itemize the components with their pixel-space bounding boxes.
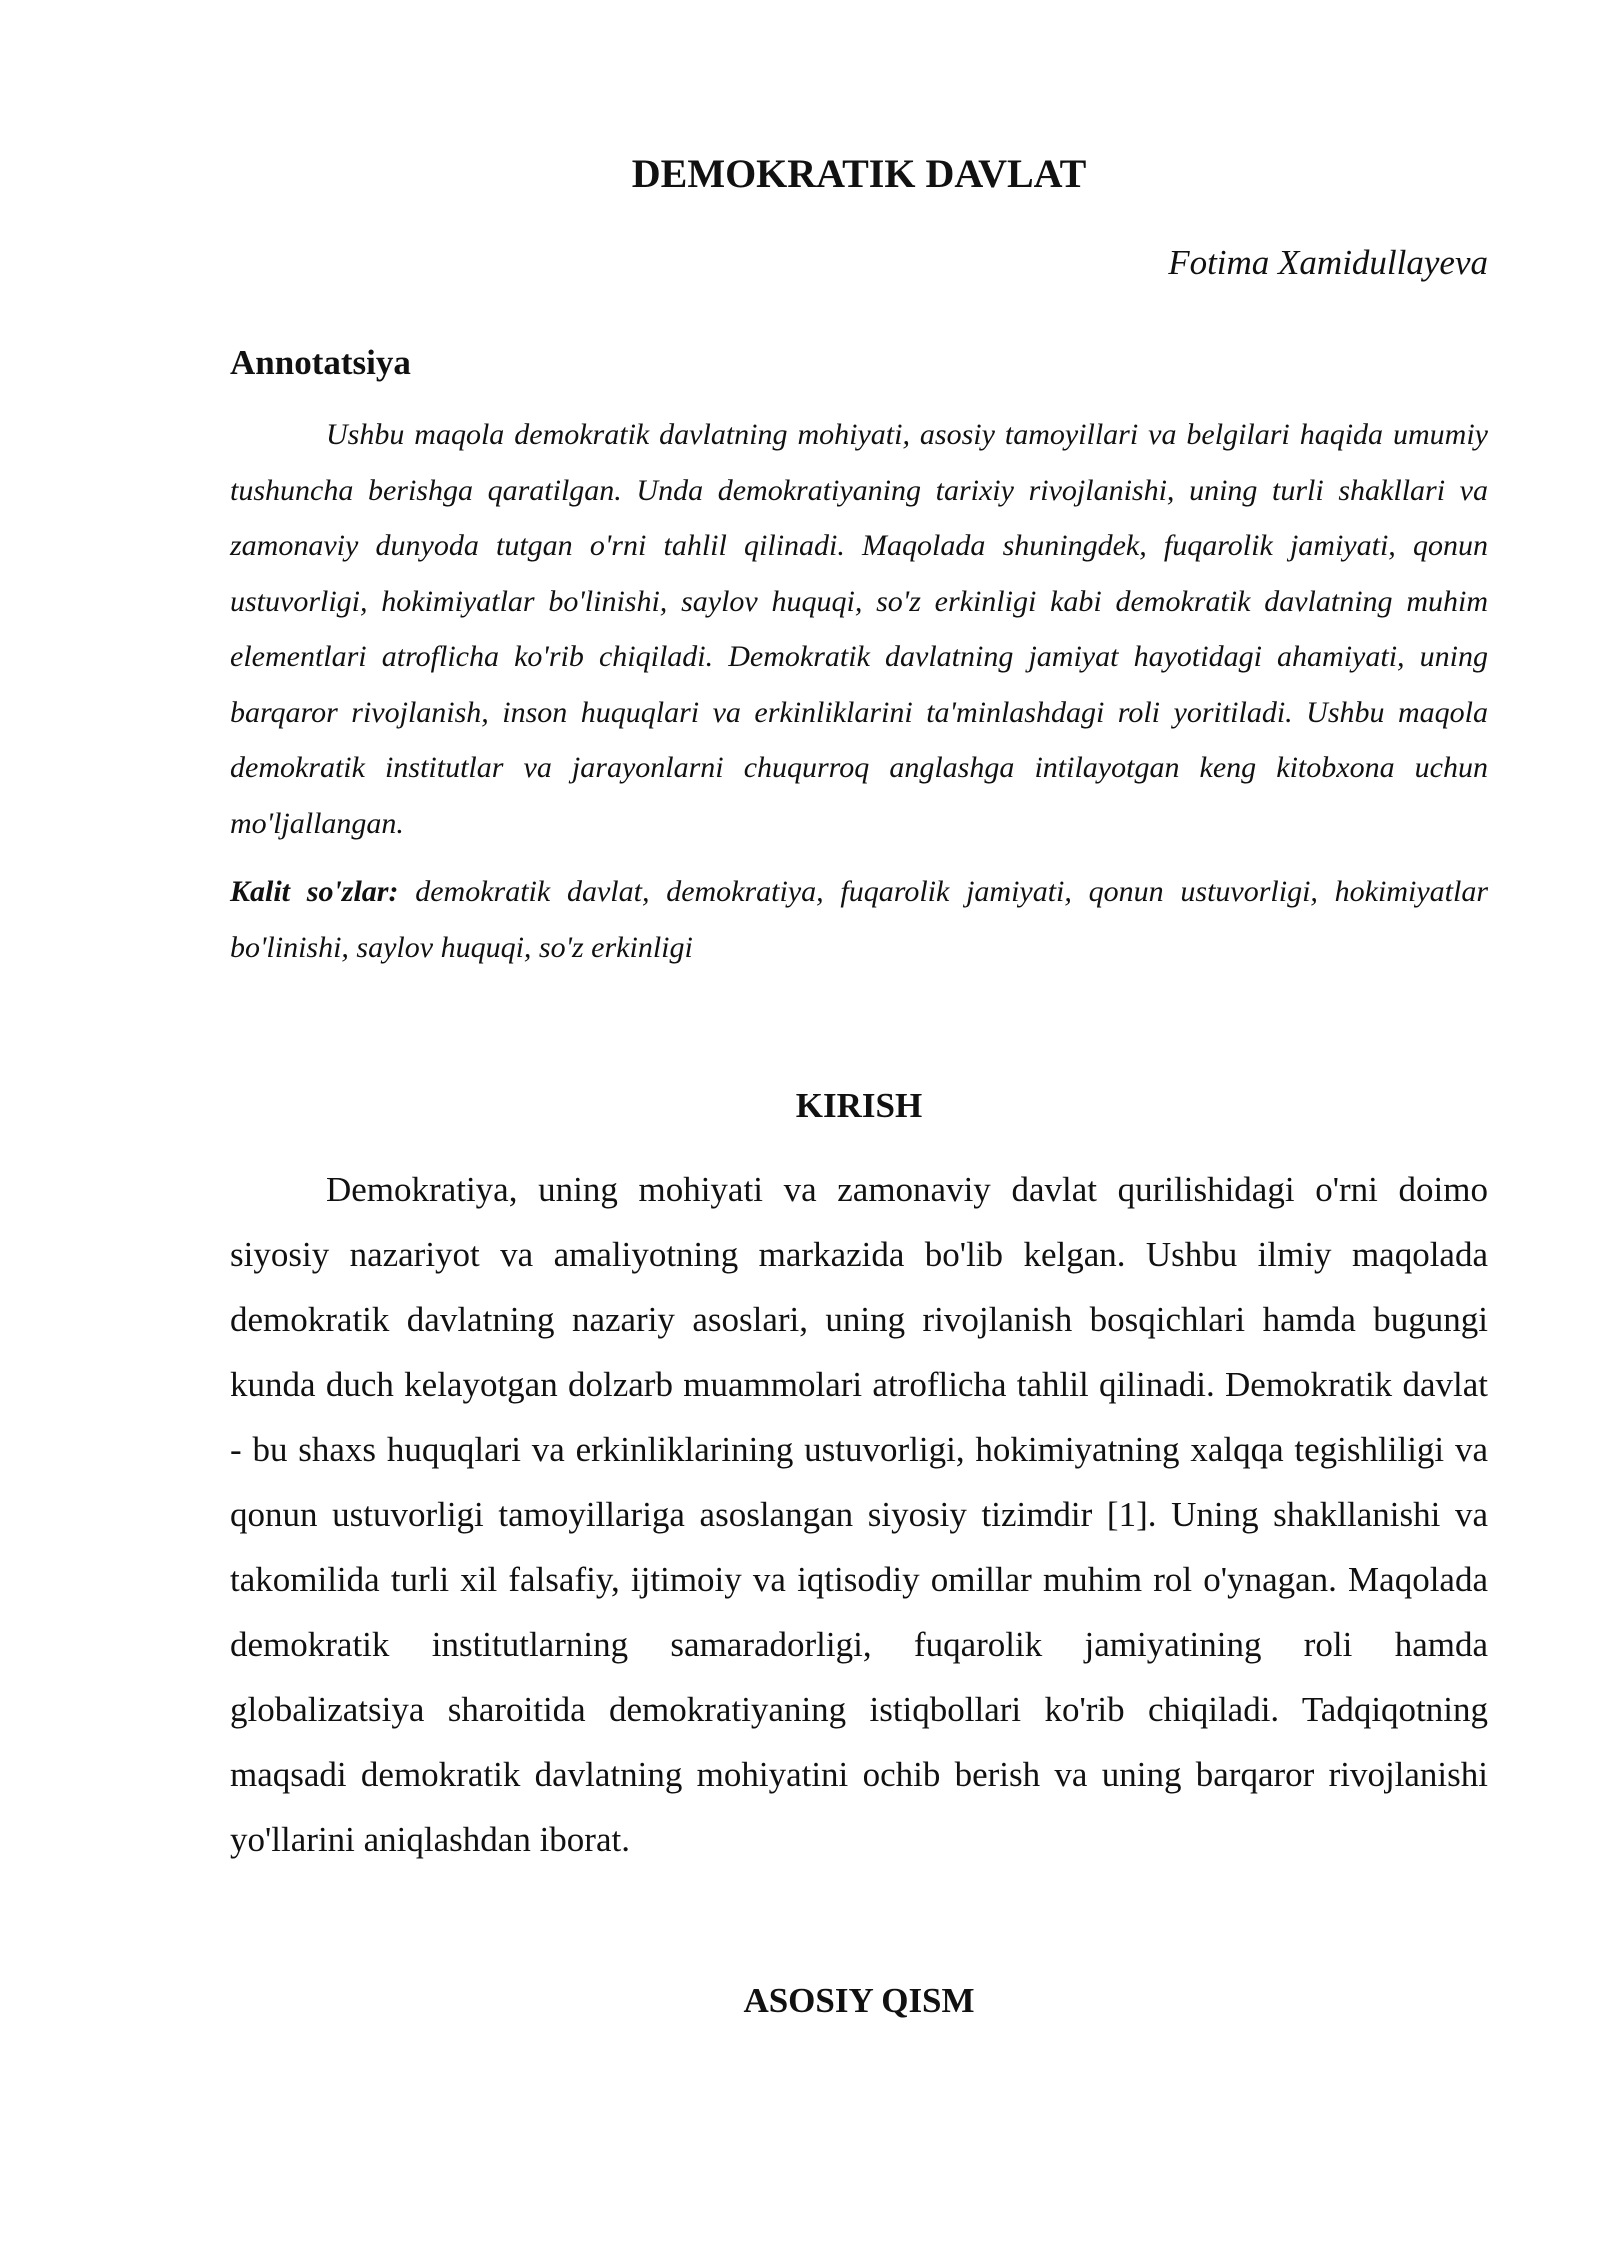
keywords-list: demokratik davlat, demokratiya, fuqarolik jamiyati, qonun ustuvorligi, hokimiyatlar bo'linishi, saylov huquqi, so'z erkinligi xyxy=(230,875,1488,964)
intro-heading: KIRISH xyxy=(795,1086,923,1125)
keywords-paragraph xyxy=(230,864,1488,975)
annotation-heading: Annotatsiya xyxy=(230,343,411,382)
keywords-label: Kalit so'zlar: xyxy=(230,875,399,908)
author-name: Fotima Xamidullayeva xyxy=(1168,243,1488,282)
abstract-text: Ushbu maqola demokratik davlatning mohiyati, asosiy tamoyillari va belgilari haqida umumiy tushuncha berishga qaratilgan. Unda demokratiyaning tarixiy rivojlanishi, uning turli shakllari va zamonaviy dunyoda tutgan o'rni tahlil qilinadi. Maqolada shuningdek, fuqarolik jamiyati, qonun ustuvorligi, hokimiyatlar bo'linishi, saylov huquqi, so'z erkinligi kabi demokratik davlatning muhim elementlari atroflicha ko'rib chiqiladi. Demokratik davlatning jamiyat hayotidagi ahamiyati, uning barqaror rivojlanish, inson huquqlari va erkinliklarini ta'minlashdagi roli yoritiladi. Ushbu maqola demokratik institutlar va jarayonlarni chuqurroq anglashga intilayotgan keng kitobxona uchun mo'ljallangan. xyxy=(230,418,1488,840)
intro-paragraph: Demokratiya, uning mohiyati va zamonaviy davlat qurilishidagi o'rni doimo siyosiy nazariyot va amaliyotning markazida bo'lib kelgan. Ushbu ilmiy maqolada demokratik davlatning nazariy asoslari, uning rivojlanish bosqichlari hamda bugungi kunda duch kelayotgan dolzarb muammolari atroflicha tahlil qilinadi. Demokratik davlat - bu shaxs huquqlari va erkinliklarining ustuvorligi, hokimiyatning xalqqa tegishliligi va qonun ustuvorligi tamoyillariga asoslangan siyosiy tizimdir [1]. Uning shakllanishi va takomilida turli xil falsafiy, ijtimoiy va iqtisodiy omillar muhim rol o'ynagan. Maqolada demokratik institutlarning samaradorligi, fuqarolik jamiyatining roli hamda globalizatsiya sharoitida demokratiyaning istiqbollari ko'rib chiqiladi. Tadqiqotning maqsadi demokratik davlatning mohiyatini ochib berish va uning barqaror rivojlanishi yo'llarini aniqlashdan iborat. xyxy=(230,1170,1488,1859)
article-title: DEMOKRATIK DAVLAT xyxy=(631,151,1087,196)
main-section-heading: ASOSIY QISM xyxy=(743,1981,975,2020)
